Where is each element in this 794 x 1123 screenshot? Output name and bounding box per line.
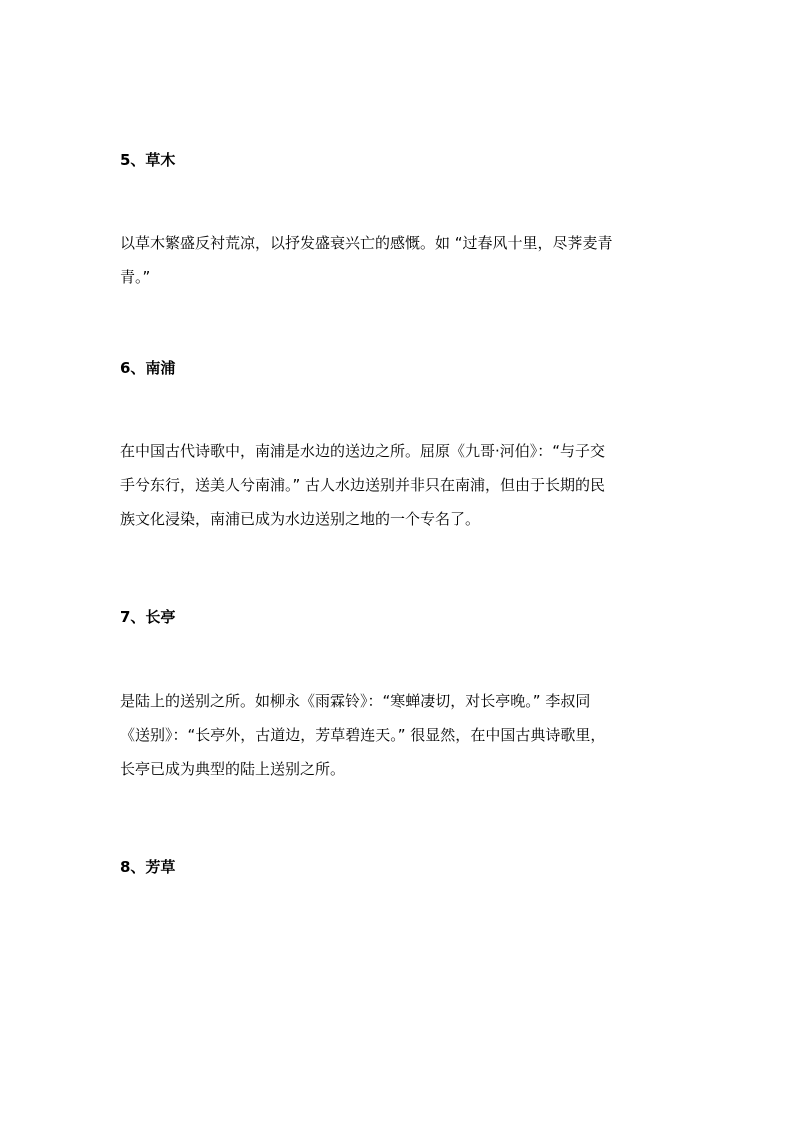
body-line: 长亭已成为典型的陆上送别之所。 bbox=[120, 760, 346, 778]
body-line: 族文化浸染，南浦已成为水边送别之地的一个专名了。 bbox=[120, 510, 481, 528]
body-line: 在中国古代诗歌中，南浦是水边的送边之所。屈原《九哥·河伯》：“与子交 bbox=[120, 442, 606, 460]
body-line: 以草木繁盛反衬荒凉，以抒发盛衰兴亡的感慨。如 “过春风十里，尽荠麦青 bbox=[120, 234, 613, 252]
section-body-caomu bbox=[120, 226, 676, 294]
section-body-changting bbox=[120, 684, 676, 786]
body-line: 《送别》：“长亭外，古道边，芳草碧连天。” 很显然，在中国古典诗歌里， bbox=[120, 726, 606, 744]
section-heading-nanpu: 6、南浦 bbox=[120, 359, 176, 377]
section-body-nanpu bbox=[120, 434, 676, 536]
body-line: 青。” bbox=[120, 268, 151, 286]
section-heading-changting: 7、长亭 bbox=[120, 608, 176, 626]
section-heading-caomu: 5、草木 bbox=[120, 151, 176, 169]
body-line: 手兮东行，送美人兮南浦。” 古人水边送别并非只在南浦，但由于长期的民 bbox=[120, 476, 606, 494]
section-heading-fangcao: 8、芳草 bbox=[120, 858, 176, 876]
body-line: 是陆上的送别之所。如柳永《雨霖铃》：“寒蝉凄切，对长亭晚。” 李叔同 bbox=[120, 692, 591, 710]
